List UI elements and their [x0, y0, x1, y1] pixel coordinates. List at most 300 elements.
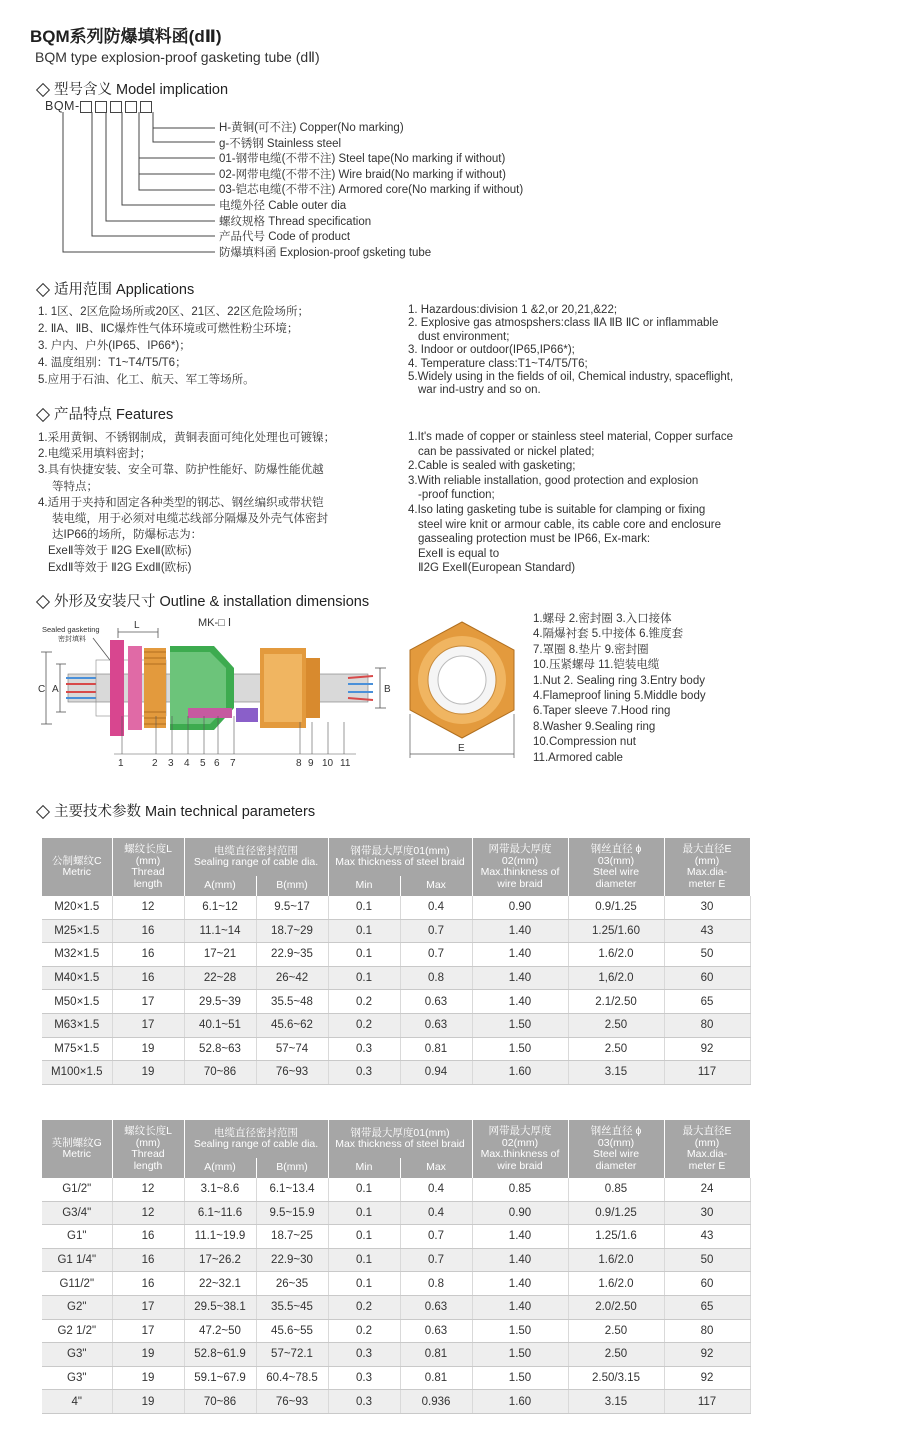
table-cell: 117: [664, 1390, 750, 1414]
feat-en-item: 3.With reliable installation, good protection and explosion: [408, 474, 699, 487]
th-a: A(mm): [184, 1158, 256, 1178]
callout-6: 6: [214, 758, 220, 769]
table-cell: 0.1: [328, 1201, 400, 1225]
callout-3: 3: [168, 758, 174, 769]
callout-8: 8: [296, 758, 302, 769]
table-row: [42, 1272, 750, 1296]
table-cell: 0.7: [400, 1248, 472, 1272]
diamond-bullet-icon: [36, 283, 50, 297]
table-cell: M75×1.5: [42, 1037, 112, 1061]
diamond-bullet-icon: [36, 83, 50, 97]
dim-a-label: A: [52, 684, 59, 695]
model-code-prefix: BQM-: [45, 99, 80, 113]
table-cell: 50: [664, 1248, 750, 1272]
table-cell: 1.40: [472, 1272, 568, 1296]
table-row: [42, 1366, 750, 1390]
table-cell: 17~21: [184, 943, 256, 967]
table-cell: 4": [42, 1390, 112, 1414]
feat-en-item: gassealing protection must be IP66, Ex-mark:: [418, 533, 651, 546]
th-steel-tape: 钢带最大厚度01(mm) Max thickness of steel braid: [328, 1120, 472, 1158]
dim-c-label: C: [38, 684, 46, 695]
table-cell: 19: [112, 1390, 184, 1414]
table-cell: 0.81: [400, 1366, 472, 1390]
table-cell: 1.50: [472, 1319, 568, 1343]
table-cell: 9.5~17: [256, 896, 328, 919]
th-min: Min: [328, 1158, 400, 1178]
table-cell: 40.1~51: [184, 1013, 256, 1037]
parts-list: [533, 612, 706, 766]
table-cell: G2 1/2": [42, 1319, 112, 1343]
th-steel-wire: 钢丝直径 ϕ 03(mm) Steel wire diameter: [568, 1120, 664, 1178]
table-cell: 22~28: [184, 966, 256, 990]
app-cn-item: 2. ⅡA、ⅡB、ⅡC爆炸性气体环境或可燃性粉尘环境；: [38, 323, 299, 335]
model-line: 03-铠芯电缆(不带不注) Armored core(No marking if without): [219, 184, 524, 197]
part-item: 4.隔爆衬套 5.中接体 6.锥度套: [533, 628, 684, 641]
th-thread: 公制螺纹C Metric: [42, 838, 112, 896]
feat-cn-item: 3.具有快捷安装、安全可靠、防护性能好、防爆性能优越: [38, 464, 324, 477]
imperial-table-body: [42, 1178, 750, 1413]
table-row: [42, 1343, 750, 1367]
table-cell: 1.60: [472, 1061, 568, 1085]
table-cell: 2.50: [568, 1013, 664, 1037]
model-code: [45, 99, 155, 113]
table-cell: 1.40: [472, 1295, 568, 1319]
table-cell: 0.63: [400, 1013, 472, 1037]
callout-11: 11: [340, 758, 351, 769]
th-max-dia: 最大直径E (mm) Max.dia- meter E: [664, 838, 750, 896]
app-en-item: 3. Indoor or outdoor(IP65,IP66*);: [408, 344, 575, 357]
table-cell: M50×1.5: [42, 990, 112, 1014]
table-cell: 0.3: [328, 1037, 400, 1061]
table-cell: 3.15: [568, 1390, 664, 1414]
table-cell: 92: [664, 1343, 750, 1367]
table-cell: 16: [112, 919, 184, 943]
app-cn-item: 1. 1区、2区危险场所或20区、21区、22区危险场所；: [38, 306, 309, 318]
th-steel-wire: 钢丝直径 ϕ 03(mm) Steel wire diameter: [568, 838, 664, 896]
table-cell: 18.7~25: [256, 1225, 328, 1249]
callout-2: 2: [152, 758, 158, 769]
table-cell: M100×1.5: [42, 1061, 112, 1085]
table-cell: 0.3: [328, 1366, 400, 1390]
table-row: [42, 1295, 750, 1319]
table-cell: 0.81: [400, 1343, 472, 1367]
table-cell: M32×1.5: [42, 943, 112, 967]
model-bracket-lines: [55, 112, 225, 262]
table-cell: 0.7: [400, 919, 472, 943]
table-cell: 43: [664, 1225, 750, 1249]
table-cell: 0.3: [328, 1390, 400, 1414]
sealed-label: Sealed gasketing: [42, 625, 100, 634]
app-en-item: 2. Explosive gas atmospshers:class ⅡA ⅡB ⅡC or inflammable: [408, 317, 719, 330]
table-row: [42, 1201, 750, 1225]
table-cell: 16: [112, 966, 184, 990]
gland-front-view: [400, 618, 524, 766]
table-cell: 0.1: [328, 896, 400, 919]
table-cell: 16: [112, 1248, 184, 1272]
callout-5: 5: [200, 758, 206, 769]
model-code-boxes: [80, 99, 155, 113]
table-cell: 0.4: [400, 896, 472, 919]
table-cell: 1.50: [472, 1366, 568, 1390]
table-cell: 22.9~30: [256, 1248, 328, 1272]
th-sealing: 电缆直径密封范围 Sealing range of cable dia.: [184, 1120, 328, 1158]
feat-en-item: 1.It's made of copper or stainless steel material, Copper surface: [408, 431, 733, 443]
table-row: [42, 896, 750, 919]
table-cell: 57~74: [256, 1037, 328, 1061]
table-cell: 0.90: [472, 896, 568, 919]
table-cell: 1.6/2.0: [568, 1248, 664, 1272]
table-row: [42, 1319, 750, 1343]
model-line: 防爆填料函 Explosion-proof gsketing tube: [219, 246, 432, 259]
applications-en: [408, 304, 733, 398]
th-b: B(mm): [256, 876, 328, 896]
table-cell: G3": [42, 1343, 112, 1367]
table-cell: 17: [112, 1295, 184, 1319]
feat-cn-item: ExdⅡ等效于 Ⅱ2G ExdⅡ(欧标): [48, 561, 192, 574]
table-cell: 17~26.2: [184, 1248, 256, 1272]
th-a: A(mm): [184, 876, 256, 896]
table-cell: 22~32.1: [184, 1272, 256, 1296]
th-length: 螺纹长度L (mm) Thread length: [112, 1120, 184, 1178]
table-cell: 1.60: [472, 1390, 568, 1414]
part-item: 10.压紧螺母 11.铠装电缆: [533, 659, 660, 672]
table-cell: 9.5~15.9: [256, 1201, 328, 1225]
table-cell: 0.2: [328, 1013, 400, 1037]
dim-b-label: B: [384, 684, 391, 695]
table-cell: 1.25/1.6: [568, 1225, 664, 1249]
table-cell: 18.7~29: [256, 919, 328, 943]
table-cell: 0.94: [400, 1061, 472, 1085]
model-line: 螺纹规格 Thread specification: [219, 215, 372, 228]
features-en: [408, 430, 733, 576]
table-cell: 11.1~19.9: [184, 1225, 256, 1249]
table-cell: 2.0/2.50: [568, 1295, 664, 1319]
app-cn-item: 4. 温度组别：T1~T4/T5/T6；: [38, 357, 187, 369]
table-cell: 76~93: [256, 1061, 328, 1085]
table-cell: 0.2: [328, 1295, 400, 1319]
dim-e-label: E: [458, 743, 465, 754]
mk-label: MK-□ Ⅰ: [198, 617, 232, 629]
th-wire-braid: 网带最大厚度 02(mm) Max.thinkness of wire braid: [472, 1120, 568, 1178]
table-cell: G11/2": [42, 1272, 112, 1296]
table-cell: G1 1/4": [42, 1248, 112, 1272]
table-row: [42, 1013, 750, 1037]
table-cell: 30: [664, 896, 750, 919]
table-cell: 1.40: [472, 943, 568, 967]
table-cell: 70~86: [184, 1061, 256, 1085]
table-cell: 6.1~13.4: [256, 1178, 328, 1201]
model-line: 产品代号 Code of product: [219, 231, 351, 244]
part-item: 1.Nut 2. Sealing ring 3.Entry body: [533, 674, 705, 687]
feat-cn-item: 2.电缆采用填料密封；: [38, 448, 152, 461]
table-cell: 0.63: [400, 1295, 472, 1319]
table-cell: 22.9~35: [256, 943, 328, 967]
table-cell: 1.40: [472, 990, 568, 1014]
table-cell: M40×1.5: [42, 966, 112, 990]
feat-cn-item: ExeⅡ等效于 Ⅱ2G ExeⅡ(欧标): [48, 545, 192, 558]
table-cell: 19: [112, 1366, 184, 1390]
table-cell: 29.5~39: [184, 990, 256, 1014]
th-thread: 英制螺纹G Metric: [42, 1120, 112, 1178]
table-cell: 1.50: [472, 1013, 568, 1037]
table-cell: 26~35: [256, 1272, 328, 1296]
table-cell: 16: [112, 943, 184, 967]
table-cell: G2": [42, 1295, 112, 1319]
table-cell: 0.936: [400, 1390, 472, 1414]
table-cell: 47.2~50: [184, 1319, 256, 1343]
diamond-bullet-icon: [36, 408, 50, 422]
table-cell: 19: [112, 1343, 184, 1367]
app-en-item: dust environment;: [418, 330, 510, 343]
th-length: 螺纹长度L (mm) Thread length: [112, 838, 184, 896]
imperial-table: [42, 1120, 751, 1414]
feat-cn-item: 1.采用黄铜、不锈钢制成，黄铜表面可纯化处理也可镀镍；: [38, 432, 336, 444]
gland-side-drawing: [38, 612, 398, 770]
table-cell: 35.5~45: [256, 1295, 328, 1319]
table-cell: M63×1.5: [42, 1013, 112, 1037]
table-row: [42, 1061, 750, 1085]
feat-en-item: Ⅱ2G ExeⅡ(European Standard): [418, 562, 576, 575]
table-cell: G3": [42, 1366, 112, 1390]
table-cell: 92: [664, 1366, 750, 1390]
part-item: 7.罩圈 8.垫片 9.密封圈: [533, 643, 649, 656]
table-cell: 0.9/1.25: [568, 1201, 664, 1225]
table-cell: 0.3: [328, 1343, 400, 1367]
table-cell: 0.8: [400, 966, 472, 990]
table-cell: M20×1.5: [42, 896, 112, 919]
table-cell: 12: [112, 1201, 184, 1225]
model-line: H-黄铜(可不注) Copper(No marking): [219, 122, 404, 134]
callout-9: 9: [308, 758, 314, 769]
table-cell: 1.40: [472, 1248, 568, 1272]
table-cell: 65: [664, 1295, 750, 1319]
model-line: 01-钢带电缆(不带不注) Steel tape(No marking if without): [219, 153, 506, 166]
table-cell: 0.63: [400, 990, 472, 1014]
app-en-item: 5.Widely using in the fields of oil, Chemical industry, spaceflight,: [408, 371, 734, 384]
table-cell: 0.3: [328, 1061, 400, 1085]
table-cell: 16: [112, 1272, 184, 1296]
table-cell: 92: [664, 1037, 750, 1061]
table-cell: 2.1/2.50: [568, 990, 664, 1014]
table-cell: 12: [112, 896, 184, 919]
table-cell: 0.90: [472, 1201, 568, 1225]
feat-en-item: steel wire knit or armour cable, its cable core and enclosure: [418, 518, 721, 531]
th-min: Min: [328, 876, 400, 896]
table-cell: 80: [664, 1319, 750, 1343]
outline-heading: [36, 590, 369, 611]
table-cell: 1.6/2.0: [568, 943, 664, 967]
table-cell: 1.40: [472, 919, 568, 943]
feat-cn-item: 达IP66的场所，防爆标志为：: [52, 529, 203, 542]
table-cell: 1.40: [472, 966, 568, 990]
table-cell: 60: [664, 966, 750, 990]
app-en-item: war ind-ustry and so on.: [418, 384, 541, 397]
page-subtitle: BQM type explosion-proof gasketing tube (dⅡ): [35, 49, 320, 65]
table-cell: 0.1: [328, 943, 400, 967]
table-cell: 1,6/2.0: [568, 966, 664, 990]
app-cn-item: 3. 户内、户外(IP65、IP66*)；: [38, 340, 191, 352]
applications-cn: [38, 304, 309, 389]
th-sealing: 电缆直径密封范围 Sealing range of cable dia.: [184, 838, 328, 876]
table-cell: 45.6~55: [256, 1319, 328, 1343]
th-wire-braid: 网带最大厚度 02(mm) Max.thinkness of wire braid: [472, 838, 568, 896]
feat-cn-item: 4.适用于夹持和固定各种类型的钢芯、钢丝编织或带状铠: [38, 496, 324, 509]
table-cell: 0.1: [328, 966, 400, 990]
model-line: 电缆外径 Cable outer dia: [219, 199, 347, 212]
table-cell: 0.9/1.25: [568, 896, 664, 919]
table-row: [42, 1178, 750, 1201]
feat-en-item: -proof function;: [418, 489, 495, 502]
table-cell: 11.1~14: [184, 919, 256, 943]
table-cell: 0.7: [400, 943, 472, 967]
table-cell: 19: [112, 1061, 184, 1085]
table-cell: 70~86: [184, 1390, 256, 1414]
table-cell: 19: [112, 1037, 184, 1061]
table-cell: 52.8~61.9: [184, 1343, 256, 1367]
table-cell: 1.25/1.60: [568, 919, 664, 943]
part-item: 11.Armored cable: [533, 751, 623, 764]
part-item: 8.Washer 9.Sealing ring: [533, 720, 656, 733]
table-cell: 0.1: [328, 1178, 400, 1201]
table-cell: 26~42: [256, 966, 328, 990]
feat-en-item: 2.Cable is sealed with gasketing;: [408, 460, 576, 473]
table-row: [42, 1390, 750, 1414]
part-item: 1.螺母 2.密封圈 3.入口接体: [533, 613, 672, 625]
th-max: Max: [400, 876, 472, 896]
table-cell: 65: [664, 990, 750, 1014]
dim-l-label: L: [134, 620, 140, 631]
table-cell: M25×1.5: [42, 919, 112, 943]
table-row: [42, 966, 750, 990]
applications-heading: [36, 278, 194, 299]
table-cell: 0.85: [568, 1178, 664, 1201]
table-cell: 2.50: [568, 1037, 664, 1061]
callout-10: 10: [322, 758, 334, 769]
features-heading-text: 产品特点 Features: [54, 407, 174, 423]
table-cell: 117: [664, 1061, 750, 1085]
table-cell: 1.50: [472, 1343, 568, 1367]
table-cell: 17: [112, 1319, 184, 1343]
table-row: [42, 990, 750, 1014]
diamond-bullet-icon: [36, 595, 50, 609]
th-max: Max: [400, 1158, 472, 1178]
params-heading-text: 主要技术参数 Main technical parameters: [54, 804, 316, 820]
feat-cn-item: 装电缆，用于必须对电缆芯线部分隔爆及外壳气体密封: [52, 513, 328, 526]
table-row: [42, 1225, 750, 1249]
table-cell: 1.50: [472, 1037, 568, 1061]
table-cell: 2.50: [568, 1343, 664, 1367]
table-cell: 43: [664, 919, 750, 943]
table-cell: 0.7: [400, 1225, 472, 1249]
features-cn: [38, 430, 335, 576]
feat-en-item: ExeⅡ is equal to: [418, 547, 500, 560]
model-heading: [36, 78, 228, 99]
table-cell: 0.8: [400, 1272, 472, 1296]
table-cell: 0.1: [328, 1225, 400, 1249]
table-cell: 16: [112, 1225, 184, 1249]
callout-1: 1: [118, 758, 124, 769]
app-cn-item: 5.应用于石油、化工、航天、军工等场所。: [38, 374, 255, 386]
part-item: 10.Compression nut: [533, 736, 636, 749]
app-en-item: 4. Temperature class:T1~T4/T5/T6;: [408, 357, 588, 370]
th-max-dia: 最大直径E (mm) Max.dia- meter E: [664, 1120, 750, 1178]
sealed-label-cn: 密封填料: [58, 636, 86, 643]
feat-en-item: can be passivated or nickel plated;: [418, 445, 595, 458]
table-cell: 17: [112, 1013, 184, 1037]
table-cell: 0.1: [328, 1272, 400, 1296]
metric-table-body: [42, 896, 750, 1084]
table-cell: 0.85: [472, 1178, 568, 1201]
table-cell: 30: [664, 1201, 750, 1225]
callout-4: 4: [184, 758, 190, 769]
app-en-item: 1. Hazardous:division 1 &2,or 20,21,&22;: [408, 304, 618, 316]
table-cell: 0.1: [328, 919, 400, 943]
table-cell: 0.81: [400, 1037, 472, 1061]
table-cell: 0.4: [400, 1178, 472, 1201]
table-cell: 60: [664, 1272, 750, 1296]
part-item: 6.Taper sleeve 7.Hood ring: [533, 705, 671, 718]
table-cell: 3.15: [568, 1061, 664, 1085]
metric-table: [42, 838, 751, 1085]
table-cell: 2.50/3.15: [568, 1366, 664, 1390]
table-cell: G1": [42, 1225, 112, 1249]
table-cell: 6.1~11.6: [184, 1201, 256, 1225]
table-cell: 6.1~12: [184, 896, 256, 919]
table-cell: G1/2": [42, 1178, 112, 1201]
table-cell: 12: [112, 1178, 184, 1201]
table-cell: 0.2: [328, 1319, 400, 1343]
table-cell: 52.8~63: [184, 1037, 256, 1061]
outline-heading-text: 外形及安装尺寸 Outline & installation dimensions: [54, 594, 370, 610]
callout-7: 7: [230, 758, 236, 769]
table-cell: 0.63: [400, 1319, 472, 1343]
table-cell: 0.1: [328, 1248, 400, 1272]
table-cell: 2.50: [568, 1319, 664, 1343]
feat-cn-item: 等特点；: [52, 480, 98, 493]
table-cell: 57~72.1: [256, 1343, 328, 1367]
diamond-bullet-icon: [36, 805, 50, 819]
table-cell: 1.6/2.0: [568, 1272, 664, 1296]
table-cell: 59.1~67.9: [184, 1366, 256, 1390]
th-steel-tape: 钢带最大厚度01(mm) Max thickness of steel braid: [328, 838, 472, 876]
th-b: B(mm): [256, 1158, 328, 1178]
part-item: 4.Flameproof lining 5.Middle body: [533, 690, 706, 703]
table-cell: 0.2: [328, 990, 400, 1014]
table-cell: 50: [664, 943, 750, 967]
table-row: [42, 1248, 750, 1272]
table-row: [42, 919, 750, 943]
table-cell: 45.6~62: [256, 1013, 328, 1037]
model-line: 02-网带电缆(不带不注) Wire braid(No marking if without): [219, 168, 506, 181]
table-cell: 35.5~48: [256, 990, 328, 1014]
feat-en-item: 4.Iso lating gasketing tube is suitable for clamping or fixing: [408, 503, 706, 516]
table-cell: 17: [112, 990, 184, 1014]
table-cell: 76~93: [256, 1390, 328, 1414]
table-row: [42, 943, 750, 967]
applications-heading-text: 适用范围 Applications: [54, 282, 195, 298]
model-heading-text: 型号含义 Model implication: [54, 82, 229, 98]
table-cell: 80: [664, 1013, 750, 1037]
table-cell: 60.4~78.5: [256, 1366, 328, 1390]
features-heading: [36, 403, 173, 424]
model-lines: [219, 121, 523, 261]
page-title: BQM系列防爆填料函(dⅡ): [30, 27, 222, 46]
model-line: g-不锈钢 Stainless steel: [219, 137, 342, 150]
table-cell: 29.5~38.1: [184, 1295, 256, 1319]
table-row: [42, 1037, 750, 1061]
table-cell: G3/4": [42, 1201, 112, 1225]
table-cell: 3.1~8.6: [184, 1178, 256, 1201]
